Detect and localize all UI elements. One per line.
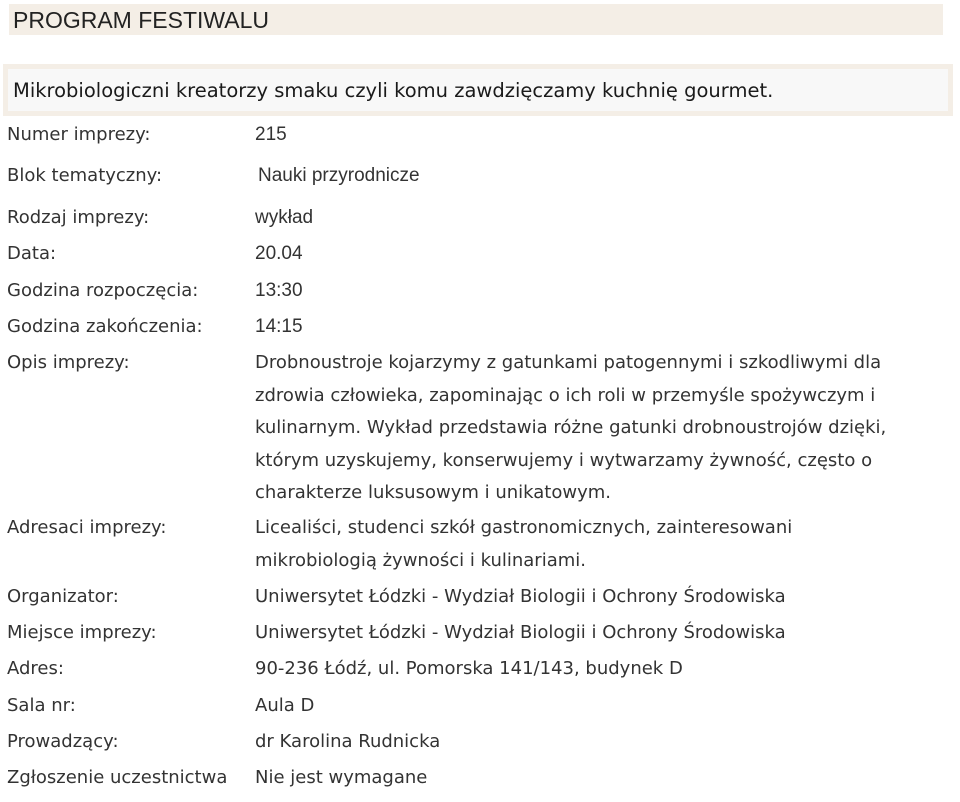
end-label: Godzina zakończenia: xyxy=(7,316,203,337)
festival-header xyxy=(9,4,943,35)
festival-header-title: PROGRAM FESTIWALU xyxy=(13,7,269,33)
description-value: Drobnoustroje kojarzymy z gatunkami patogennymi i szkodliwymi dla zdrowia człowieka, zapominając o ich roli w przemyśle spożywczym i kulinarnym. Wykład przedstawia różne gatunki drobnoustrojów dzięki, którym uzyskujemy, konserwujemy i wytwarzamy żywność, często o charakterze luksusowym i unikatowym. xyxy=(255,352,887,504)
audience-value: Licealiści, studenci szkół gastronomicznych, zainteresowani mikrobiologią żywności i kulinariami. xyxy=(255,517,793,571)
audience-label: Adresaci imprezy: xyxy=(7,517,167,538)
event-title-frame xyxy=(3,64,953,116)
event-title-box xyxy=(8,69,948,111)
venue-value: Uniwersytet Łódzki - Wydział Biologii i Ochrony Środowiska xyxy=(255,622,786,643)
block-value: Nauki przyrodnicze xyxy=(258,165,420,186)
registration-value: Nie jest wymagane xyxy=(255,767,428,788)
venue-label: Miejsce imprezy: xyxy=(7,622,157,643)
end-value: 14:15 xyxy=(255,316,303,337)
host-label: Prowadzący: xyxy=(7,731,119,752)
organizer-label: Organizator: xyxy=(7,586,119,607)
address-label: Adres: xyxy=(7,658,64,679)
room-value: Aula D xyxy=(255,695,315,716)
number-value: 215 xyxy=(255,124,287,145)
registration-label: Zgłoszenie uczestnictwa xyxy=(7,767,228,788)
number-label: Numer imprezy: xyxy=(7,124,151,145)
block-label: Blok tematyczny: xyxy=(7,165,163,186)
date-label: Data: xyxy=(7,243,57,264)
date-value: 20.04 xyxy=(255,243,303,264)
host-value: dr Karolina Rudnicka xyxy=(255,731,441,752)
address-value: 90-236 Łódź, ul. Pomorska 141/143, budynek D xyxy=(255,658,683,679)
description-label: Opis imprezy: xyxy=(7,352,130,373)
type-label: Rodzaj imprezy: xyxy=(7,207,150,228)
start-label: Godzina rozpoczęcia: xyxy=(7,280,199,301)
type-value: wykład xyxy=(255,207,314,228)
start-value: 13:30 xyxy=(255,280,303,301)
organizer-value: Uniwersytet Łódzki - Wydział Biologii i Ochrony Środowiska xyxy=(255,586,786,607)
event-title: Mikrobiologiczni kreatorzy smaku czyli komu zawdzięczamy kuchnię gourmet. xyxy=(13,79,774,102)
room-label: Sala nr: xyxy=(7,695,76,716)
